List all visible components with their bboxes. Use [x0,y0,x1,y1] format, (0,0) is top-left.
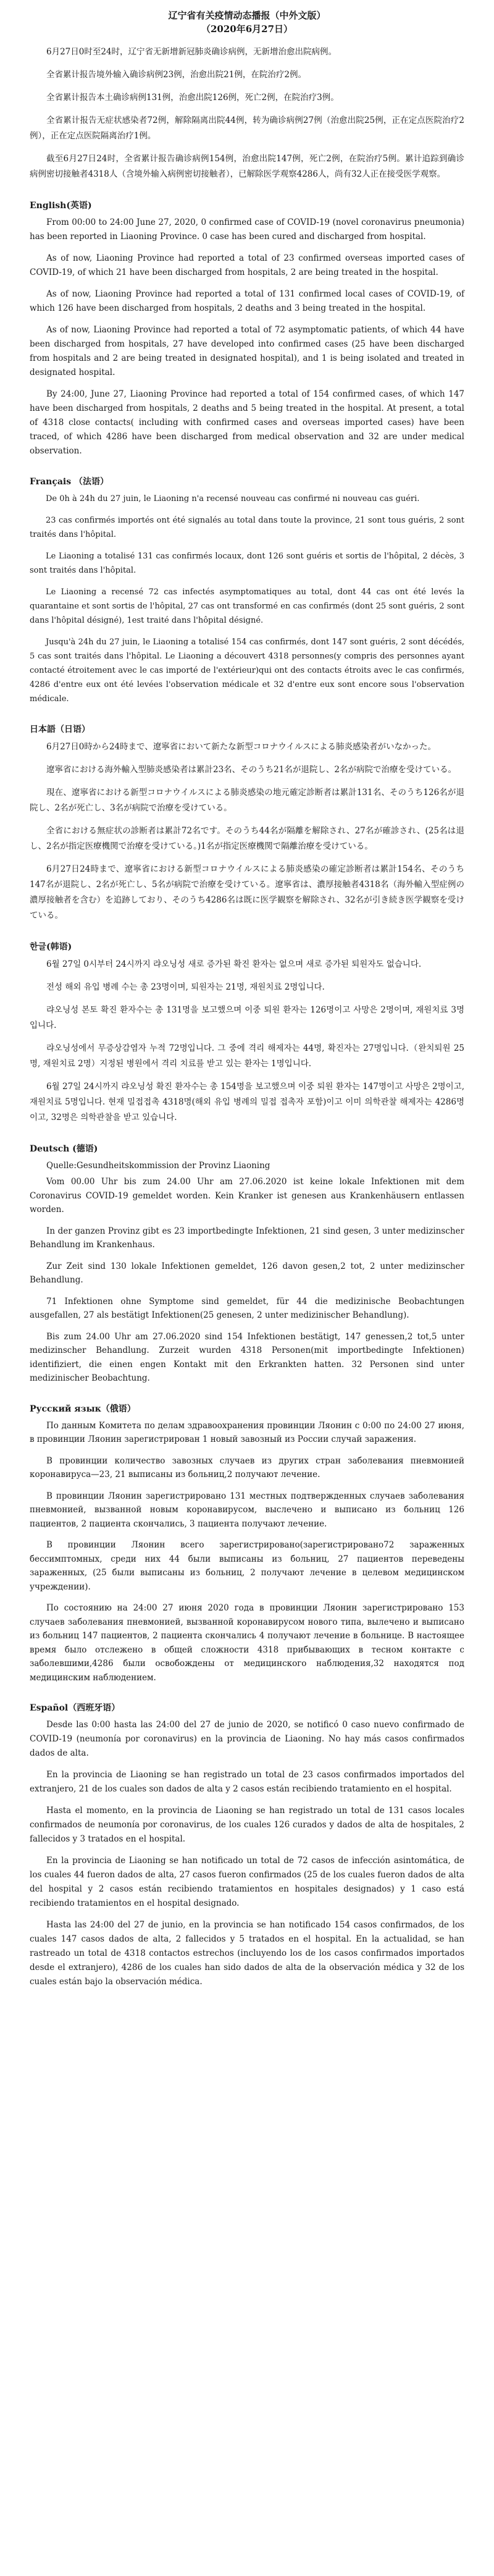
paragraph: Bis zum 24.00 Uhr am 27.06.2020 sind 154 Infektionen bestätigt, 147 genessen,2 tot,5 unter medizinscher Behandlung. Zurzeit wurden 4318 Personen(mit importbedingte Infektionen) identifiziert, die einen engen Kontakt mit den Erkrankten hatten. 32 Personen sind unter medizinischer Beobachtung. [30,1331,464,1383]
paragraph: По данным Комитета по делам здравоохранения провинции Ляонин с 0:00 по 24:00 27 июня, в провинции Ляонин зарегистрирован 1 новый завозный из России случай заражения. [30,1420,464,1444]
paragraph: 71 Infektionen ohne Symptome sind gemeldet, für 44 die medizinische Beobachtungen ausgefallen, 27 als bestätigt Infektionen(25 genesen, 2 unter medizinischer Behandlung). [30,1296,464,1320]
paragraph: 6월 27일 24시까지 랴오닝성 확진 환자수는 총 154명을 보고했으며 이중 퇴원 환자는 147명이고 사망은 2명이고, 재원치료 5명입니다. 현재 밀접접촉 4318명(해외 유입 병례의 밀접 접촉자 포함)이고 이미 의학관찰 해제자는 4286명이고, 32명은 의학관찰을 받고 있습니다. [30,1082,464,1122]
paragraph: 6월 27일 0시부터 24시까지 랴오닝성 새로 증가된 확진 환자는 없으며 새로 증가된 퇴원자도 없습니다. [46,959,422,969]
paragraph: Le Liaoning a recensé 72 cas infectés asymptomatiques au total, dont 44 cas ont été levés la quarantaine et sont sortis de l'hôpital, 27 cas ont transformé en cas confirmés (dont 25 sont guéris, 2 sont dans l'hôpital désigné), 1est traité dans l'hôpital désigné. [30,587,464,625]
section-german [30,1142,464,1386]
source-line: Quelle:Gesundheitskommission der Provinz Liaoning [46,1161,270,1171]
section-japanese [30,722,464,924]
paragraph: In der ganzen Provinz gibt es 23 importbedingte Infektionen, 21 sind gesen, 3 unter medizinscher Behandlung im Krankenhaus. [30,1226,464,1250]
paragraph: En la provincia de Liaoning se han registrado un total de 23 casos confirmados importados del extranjero, 21 de los cuales son dados de alta y 2 casos están recibiendo tratamiento en el hospital. [30,1770,464,1794]
paragraph: From 00:00 to 24:00 June 27, 2020, 0 confirmed case of COVID-19 (novel coronavirus pneumonia) has been reported in Liaoning Province. 0 case has been cured and discharged from hospital. [30,217,464,242]
section-heading-russian: Русский язык（俄语） [30,1404,136,1414]
paragraph: As of now, Liaoning Province had reported a total of 72 asymptomatic patients, of which 44 have been discharged from hospitals, 27 have developed into confirmed cases (25 have been discharged from hospitals and 2 are being treated in designated hospital), and 1 is being isolated and treated in designated hospital. [30,325,464,377]
paragraph: 6月27日0时至24时，辽宁省无新增新冠肺炎确诊病例，无新增治愈出院病例。 [46,47,337,57]
paragraph: Zur Zeit sind 130 lokale Infektionen gemeldet, 126 davon gesen,2 tot, 2 unter medizinscher Behandlung. [30,1261,464,1285]
paragraph: De 0h à 24h du 27 juin, le Liaoning n'a recensé nouveau cas confirmé ni nouveau cas guéri. [46,494,420,503]
paragraph: В провинции количество завозных случаев из других стран заболевания пневмонией коронавируса—23, 21 выписаны из больниц,2 получают лечение. [30,1455,464,1480]
paragraph: 전성 해외 유입 병례 수는 총 23명이며, 퇴원자는 21명, 재원치료 2명입니다. [46,982,325,992]
section-english [30,198,464,458]
section-french [30,474,464,706]
paragraph: Le Liaoning a totalisé 131 cas confirmés locaux, dont 126 sont guéris et sortis de l'hôpital, 2 décès, 3 sont traités dans l'hôpital. [30,552,464,575]
paragraph: Hasta el momento, en la provincia de Liaoning se han registrado un total de 131 casos locales confirmados de neumonía por coronavirus, de los cuales 126 curados y dados de alta de hospitales, 2 fallecidos y 3 tratados en el hospital. [30,1806,464,1844]
section-heading-korean: 한글(韩语) [30,942,72,952]
paragraph: По состоянию на 24:00 27 июня 2020 года в провинции Ляонин зарегистрировано 153 случаев заболевания пневмонией, вызванной коронавирусом нового типа, вылечено и выписано из больниц 147 пациентов, 2 пациента скончались 4 получают лечение в больнице. В настоящее время было отслежено в общей сложности 4318 прибывающих в тесном контакте с заболевшими,4286 были освобождены от медицинского наблюдения,32 находятся под медицинским наблюдением. [30,1603,464,1683]
paragraph: 全省累计报告无症状感染者72例，解除隔离出院44例，转为确诊病例27例（治愈出院25例，正在定点医院治疗2例），正在定点医院隔离治疗1例。 [30,116,464,141]
paragraph: 全省累计报告本土确诊病例131例，治愈出院126例，死亡2例，在院治疗3例。 [46,93,339,103]
paragraph: As of now, Liaoning Province had reported a total of 131 confirmed local cases of COVID-19, of which 126 have been discharged from hospitals, 2 deaths and 3 being treated in the hospital. [30,289,464,313]
document-title: 辽宁省有关疫情动态播报（中外文版） [168,10,326,21]
paragraph: Hasta las 24:00 del 27 de junio, en la provincia se han notificado 154 casos confirmados, de los cuales 147 casos dados de alta, 2 fallecidos y 5 tratados en el hospital. En la actualidad, se han rastreado un total de 4318 contactos estrechos (incluyendo los de los casos confirmados importados desde el extranjero), 4286 de los cuales han sido dados de alta de la observación médica y 32 de los cuales están bajo la observación médica. [30,1920,464,1987]
paragraph: 現在、遼寧省における新型コロナウイルスによる肺炎感染の地元確定診断者は累計131名、そのうち126名が退院し、2名が死亡し、3名が病院で治療を受けている。 [30,788,464,813]
section-russian [30,1402,464,1685]
section-heading-french: Français （法语） [30,477,109,487]
paragraph: 截至6月27日24时，全省累计报告确诊病例154例，治愈出院147例，死亡2例，在院治疗5例。累计追踪到确诊病例密切接触者4318人（含境外输入病例密切接触者），已解除医学观察4286人，尚有32人正在接受医学观察。 [30,154,464,179]
paragraph: Jusqu'à 24h du 27 juin, le Liaoning a totalisé 154 cas confirmés, dont 147 sont guéris, 2 sont décédés, 5 cas sont traités dans l'hôpital. Le Liaoning a découvert 4318 personnes(y compris des personnes ayant contacté étroitement avec le cas importé de l'extérieur)qui ont des contacts étroits avec le cas confirmés, 4286 d'entre eux ont été levées l'observation médicale et 32 d'entre eux sont encore sous l'observation médicale. [30,638,464,704]
section-spanish [30,1701,464,1989]
paragraph: 6月27日0時から24時まで、遼寧省において新たな新型コロナウイルスによる肺炎感染者がいなかった。 [46,742,436,752]
section-heading-japanese: 日本語（日语） [30,725,90,734]
paragraph: 遼寧省における海外輸入型肺炎感染者は累計23名、そのうち21名が退院し、2名が病院で治療を受けている。 [46,765,456,775]
section-heading-english: English(英语) [30,201,92,211]
document-date: （2020年6月27日） [201,23,293,35]
paragraph: By 24:00, June 27, Liaoning Province had reported a total of 154 confirmed cases, of which 147 have been discharged from hospitals, 2 deaths and 5 being treated in the hospital. At present, a total of 4318 close contacts( including with confirmed cases and overseas imported cases) have been traced, of which 4286 have been discharged from medical observation and 32 are under medical observation. [30,389,464,456]
paragraph: Desde las 0:00 hasta las 24:00 del 27 de junio de 2020, se notificó 0 caso nuevo confirmado de COVID-19 (neumonía por coronavirus) en la provincia de Liaoning. No hay más casos confirmados dados de alta. [30,1720,464,1758]
paragraph: 23 cas confirmés importés ont été signalés au total dans toute la province, 21 sont tous guéris, 2 sont traités dans l'hôpital. [30,516,464,539]
paragraph: 랴오닝성 본토 확진 환자수는 총 131명을 보고했으며 이중 퇴원 환자는 126명이고 사망은 2명이며, 재원치료 3명입니다. [30,1005,464,1030]
paragraph: 6月27日24時まで、遼寧省における新型コロナウイルスによる肺炎感染の確定診断者は累計154名、そのうち147名が退院し、2名が死亡し、5名が病院で治療を受けている。遼寧省は、濃厚接触者4318名（海外輸入型症例の濃厚接触者を含む）を追跡しており、そのうち4286名は既に医学観察を解除され、32名が引き続き医学観察を受けている。 [30,864,464,920]
section-heading-spanish: Español（西班牙语） [30,1703,120,1713]
section-heading-german: Deutsch (德语) [30,1144,98,1154]
paragraph: As of now, Liaoning Province had reported a total of 23 confirmed overseas imported cases of COVID-19, of which 21 have been discharged from hospitals, 2 are being treated in the hospital. [30,253,464,277]
paragraph: В провинции Ляонин всего зарегистрировано(зарегистрировано72 зараженных бессимптомных, среди них 44 были выписаны из больниц, 27 пациентов переведены зараженных, (25 были выписаны из больниц, 2 получают лечение в целевом медицинском учреждении). [30,1540,464,1592]
section-korean [30,940,464,1126]
paragraph: 全省における無症状の診断者は累計72名です。そのうち44名が隔離を解除され、27名が確診され、(25名は退し、2名が指定医療機関で治療を受けている。)1名が指定医療機関で隔離治療を受けている。 [30,826,464,851]
paragraph: 랴오닝성에서 무증상감염자 누적 72명입니다. 그 중에 격리 해제자는 44명, 확진자는 27명입니다.（완치퇴원 25명, 재원치료 2명）지정된 병원에서 격리 치료를 받고 있는 환자는 1명입니다. [30,1043,464,1069]
paragraph: 全省累计报告境外输入确诊病例23例，治愈出院21例，在院治疗2例。 [46,70,306,80]
paragraph: En la provincia de Liaoning se han notificado un total de 72 casos de infección asintomática, de los cuales 44 fueron dados de alta, 27 casos fueron confirmados (25 de los cuales fueron dados de alta del hospital y 2 casos están recibiendo tratamientos en hospitales designados) y 1 caso está recibiendo tratamientos en el hospital designado. [30,1856,464,1908]
paragraph: В провинции Ляонин зарегистрировано 131 местных подтвержденных случаев заболевания пневмонией, вызванной новым коронавирусом, выслечено и выписано из больниц 126 пациентов, 2 пациента скончались, 3 пациента получают лечение. [30,1491,464,1529]
paragraph: Vom 00.00 Uhr bis zum 24.00 Uhr am 27.06.2020 ist keine lokale Infektionen mit dem Coronavirus COVID-19 gemeldet worden. Kein Kranker ist genesen aus Krankenhäusern entlassen worden. [30,1177,464,1214]
section-chinese [30,44,464,182]
